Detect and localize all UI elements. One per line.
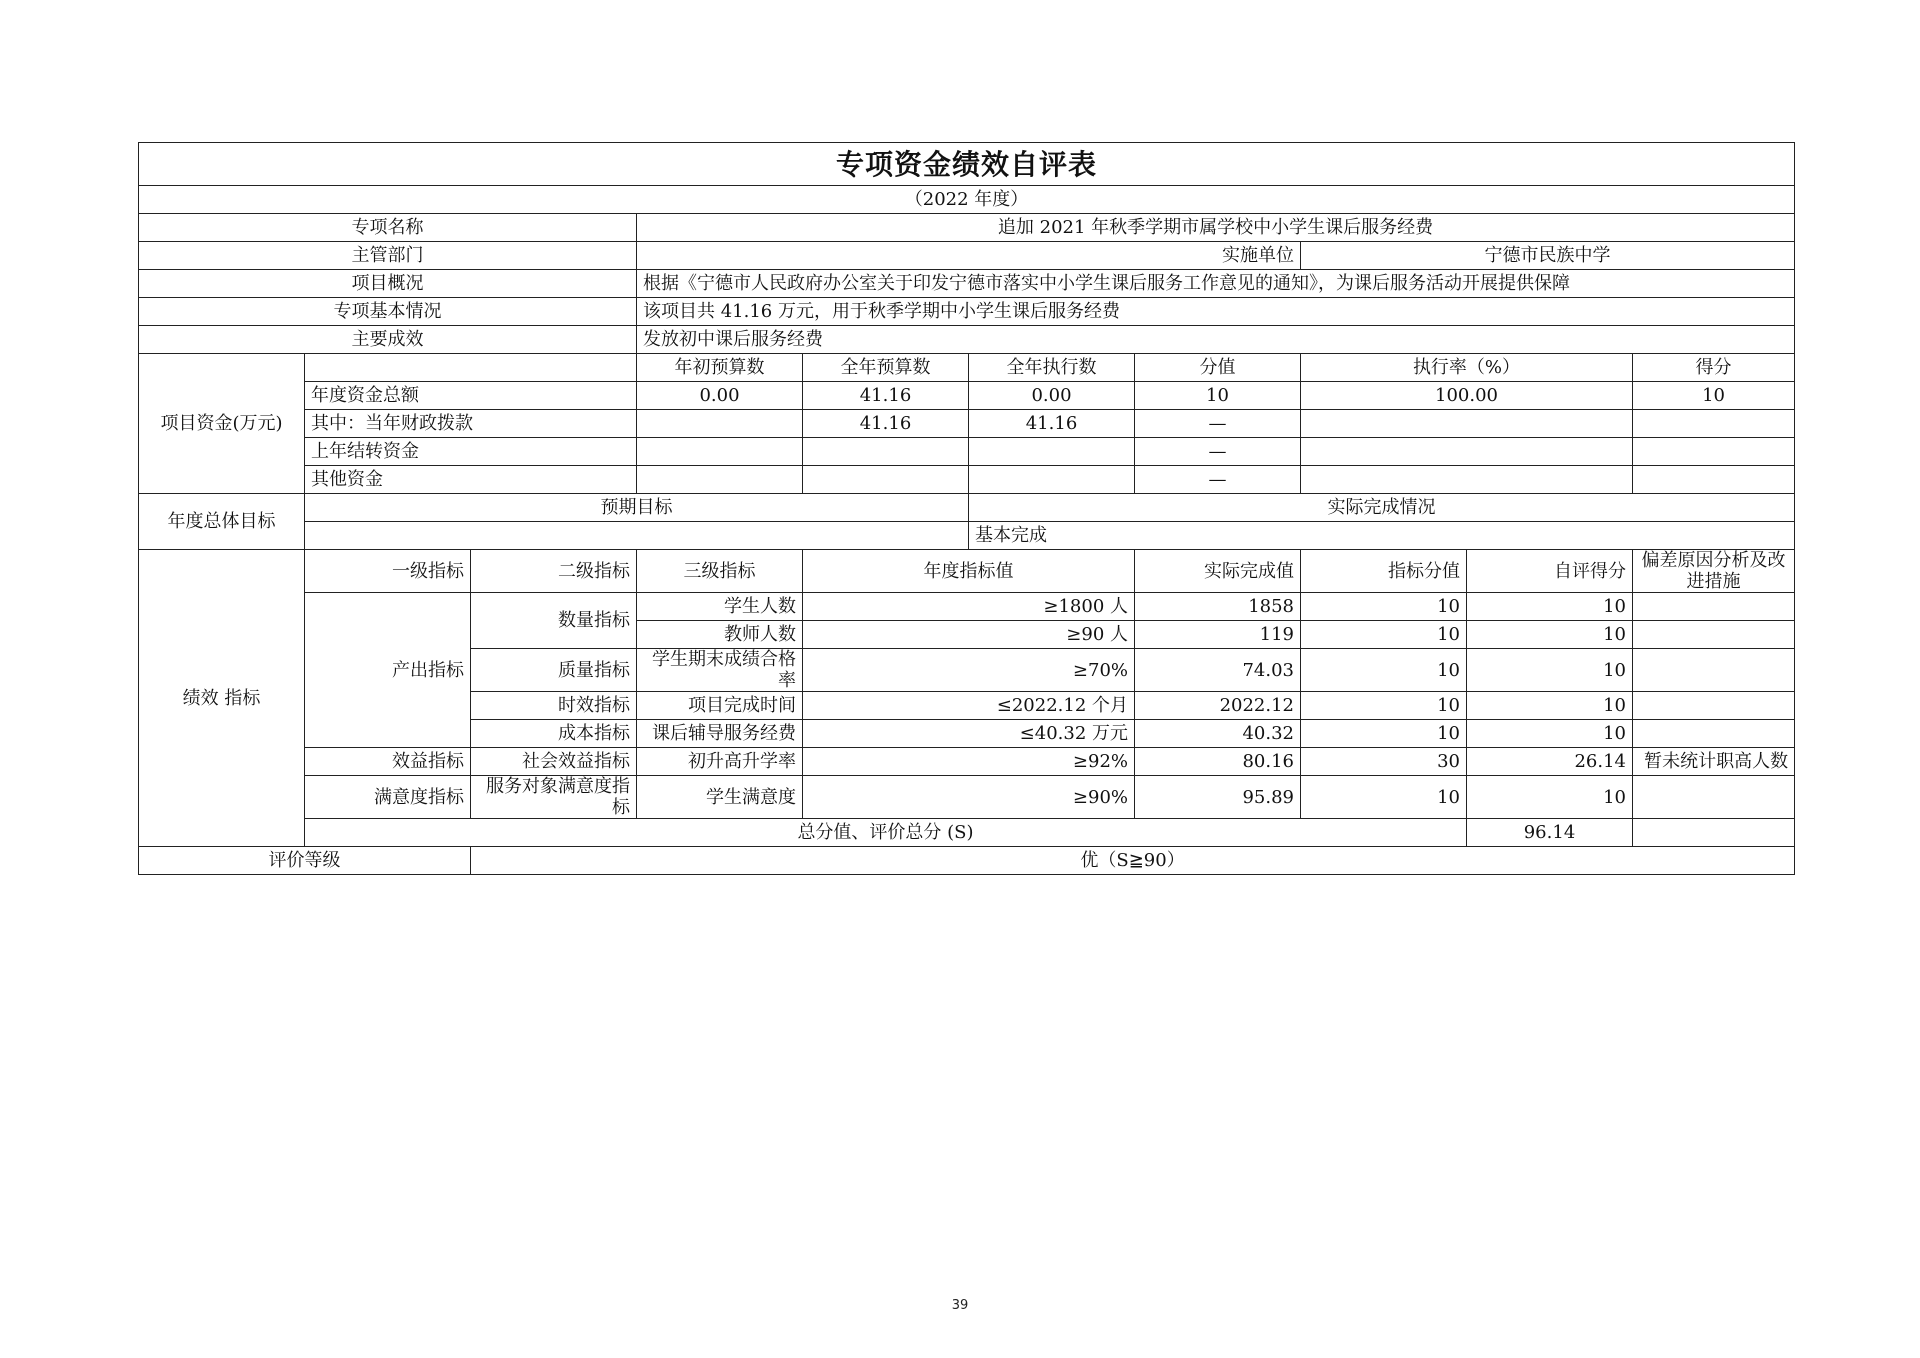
total-score-blank [1633,819,1795,847]
grade-value: 优（S≧90） [471,847,1795,875]
indicator-name: 初升高升学率 [637,748,803,776]
output-indicator-label: 产出指标 [305,593,471,748]
funds-executed: 0.00 [969,382,1135,410]
goals-expected-label: 预期目标 [305,494,969,522]
funds-header-rate: 执行率（%） [1301,354,1633,382]
goals-label: 年度总体目标 [139,494,305,550]
indicator-actual: 80.16 [1135,748,1301,776]
funds-annual [803,466,969,494]
indicator-weight: 10 [1301,692,1467,720]
indicator-name: 学生人数 [637,593,803,621]
funds-header-score: 得分 [1633,354,1795,382]
total-score-label: 总分值、评价总分 (S) [305,819,1467,847]
indicator-actual: 2022.12 [1135,692,1301,720]
unit-label: 实施单位 [637,242,1301,270]
funds-annual: 41.16 [803,410,969,438]
overview-value: 根据《宁德市人民政府办公室关于印发宁德市落实中小学生课后服务工作意见的通知》，为课后服务活动开展提供保障 [637,270,1795,298]
indicator-target: ≥90 人 [803,621,1135,649]
indicator-reason [1633,720,1795,748]
indicator-name: 学生期末成绩合格率 [637,649,803,692]
project-name-value: 追加 2021 年秋季学期市属学校中小学生课后服务经费 [637,214,1795,242]
quantity-indicator-label: 数量指标 [471,593,637,649]
header-weight: 指标分值 [1301,550,1467,593]
funds-score-value: — [1135,410,1301,438]
indicator-weight: 10 [1301,649,1467,692]
project-name-label: 专项名称 [139,214,637,242]
indicator-weight: 10 [1301,720,1467,748]
indicator-reason [1633,776,1795,819]
indicator-actual: 119 [1135,621,1301,649]
indicator-name: 课后辅导服务经费 [637,720,803,748]
indicator-target: ≥1800 人 [803,593,1135,621]
indicator-reason [1633,649,1795,692]
goals-actual-label: 实际完成情况 [969,494,1795,522]
social-benefit-indicator-label: 社会效益指标 [471,748,637,776]
header-target: 年度指标值 [803,550,1135,593]
indicator-weight: 10 [1301,621,1467,649]
indicator-score: 10 [1467,692,1633,720]
funds-row-name: 其他资金 [305,466,637,494]
cost-indicator-label: 成本指标 [471,720,637,748]
funds-initial: 0.00 [637,382,803,410]
indicator-target: ≤40.32 万元 [803,720,1135,748]
funds-annual: 41.16 [803,382,969,410]
indicator-score: 26.14 [1467,748,1633,776]
funds-rate [1301,438,1633,466]
funds-executed [969,466,1135,494]
funds-label: 项目资金(万元) [139,354,305,494]
indicator-reason: 暂未统计职高人数 [1633,748,1795,776]
main-result-label: 主要成效 [139,326,637,354]
header-level3: 三级指标 [637,550,803,593]
header-level2: 二级指标 [471,550,637,593]
quality-indicator-label: 质量指标 [471,649,637,692]
indicator-name: 学生满意度 [637,776,803,819]
page-number: 39 [951,1298,969,1313]
funds-initial [637,438,803,466]
indicator-weight: 30 [1301,748,1467,776]
service-satisfaction-indicator-label: 服务对象满意度指标 [471,776,637,819]
funds-header-score-value: 分值 [1135,354,1301,382]
indicator-weight: 10 [1301,593,1467,621]
header-level1: 一级指标 [305,550,471,593]
funds-annual [803,438,969,466]
funds-header-executed: 全年执行数 [969,354,1135,382]
funds-score: 10 [1633,382,1795,410]
funds-score-value: 10 [1135,382,1301,410]
satisfaction-indicator-label: 满意度指标 [305,776,471,819]
goals-actual-value: 基本完成 [969,522,1795,550]
header-reason: 偏差原因分析及改进措施 [1633,550,1795,593]
indicator-reason [1633,692,1795,720]
indicator-actual: 74.03 [1135,649,1301,692]
basic-info-value: 该项目共 41.16 万元，用于秋季学期中小学生课后服务经费 [637,298,1795,326]
grade-label: 评价等级 [139,847,471,875]
benefit-indicator-label: 效益指标 [305,748,471,776]
indicator-actual: 40.32 [1135,720,1301,748]
unit-value: 宁德市民族中学 [1301,242,1795,270]
indicator-name: 项目完成时间 [637,692,803,720]
self-evaluation-table [138,142,1795,875]
header-actual: 实际完成值 [1135,550,1301,593]
funds-row-name: 其中：当年财政拨款 [305,410,637,438]
dept-label: 主管部门 [139,242,637,270]
indicator-actual: 95.89 [1135,776,1301,819]
total-score-value: 96.14 [1467,819,1633,847]
indicator-actual: 1858 [1135,593,1301,621]
main-result-value: 发放初中课后服务经费 [637,326,1795,354]
funds-row-name: 年度资金总额 [305,382,637,410]
funds-executed: 41.16 [969,410,1135,438]
indicator-target: ≤2022.12 个月 [803,692,1135,720]
header-self-score: 自评得分 [1467,550,1633,593]
funds-score-value: — [1135,466,1301,494]
overview-label: 项目概况 [139,270,637,298]
funds-header-initial: 年初预算数 [637,354,803,382]
funds-initial [637,466,803,494]
indicator-score: 10 [1467,593,1633,621]
goals-expected-value [305,522,969,550]
funds-initial [637,410,803,438]
funds-score-value: — [1135,438,1301,466]
indicator-target: ≥70% [803,649,1135,692]
indicator-score: 10 [1467,621,1633,649]
year-label: （2022 年度） [139,186,1795,214]
indicator-reason [1633,621,1795,649]
indicator-score: 10 [1467,776,1633,819]
indicator-target: ≥92% [803,748,1135,776]
funds-score [1633,466,1795,494]
funds-header-blank [305,354,637,382]
funds-executed [969,438,1135,466]
indicator-target: ≥90% [803,776,1135,819]
indicator-score: 10 [1467,720,1633,748]
indicator-weight: 10 [1301,776,1467,819]
performance-label: 绩效 指标 [139,550,305,847]
funds-rate [1301,466,1633,494]
indicator-name: 教师人数 [637,621,803,649]
timeliness-indicator-label: 时效指标 [471,692,637,720]
funds-score [1633,438,1795,466]
funds-rate [1301,410,1633,438]
funds-score [1633,410,1795,438]
basic-info-label: 专项基本情况 [139,298,637,326]
table-title: 专项资金绩效自评表 [139,143,1795,186]
funds-row-name: 上年结转资金 [305,438,637,466]
funds-rate: 100.00 [1301,382,1633,410]
funds-header-annual: 全年预算数 [803,354,969,382]
indicator-score: 10 [1467,649,1633,692]
indicator-reason [1633,593,1795,621]
